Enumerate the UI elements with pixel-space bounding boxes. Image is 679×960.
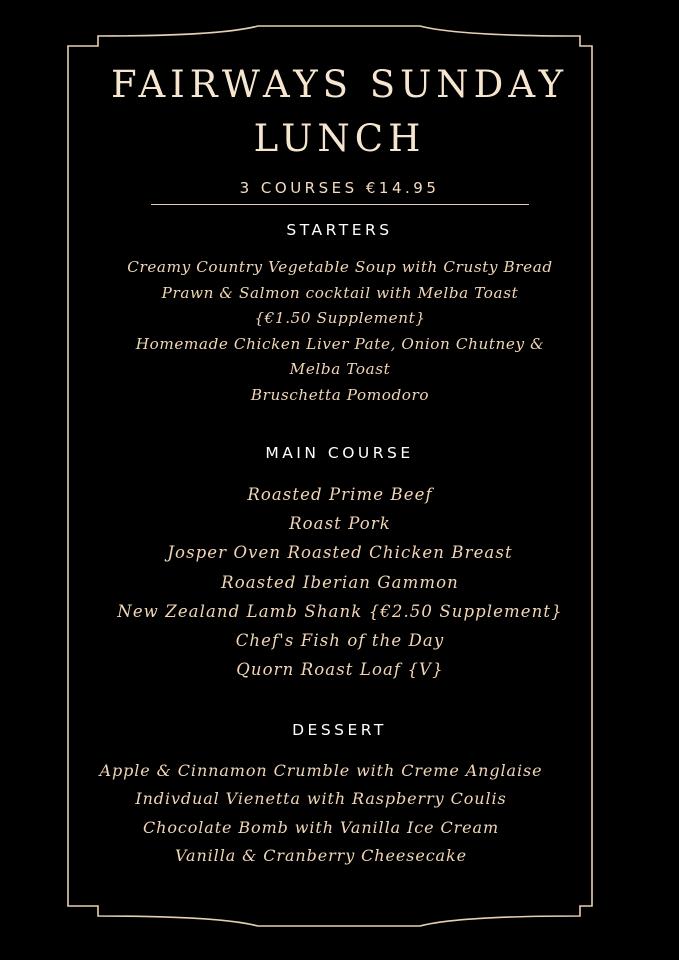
starters-heading: STARTERS — [286, 221, 393, 239]
dessert-list — [0, 757, 642, 871]
main-course-item: Josper Oven Roasted Chicken Breast — [167, 543, 513, 563]
main-course-item: Roasted Iberian Gammon — [221, 572, 459, 592]
main-course-item: Roast Pork — [289, 514, 391, 534]
main-course-item: Chef's Fish of the Day — [235, 631, 445, 651]
main-course-heading: MAIN COURSE — [265, 444, 414, 462]
main-course-item: New Zealand Lamb Shank {€2.50 Supplement} — [117, 601, 563, 621]
menu-title-line2: LUNCH — [253, 117, 426, 160]
main-course-item: Quorn Roast Loaf {V} — [236, 660, 444, 680]
starter-item: Homemade Chicken Liver Pate, Onion Chutney & — [135, 334, 545, 353]
dessert-item: Vanilla & Cranberry Cheesecake — [175, 846, 467, 866]
dessert-item: Chocolate Bomb with Vanilla Ice Cream — [142, 817, 500, 837]
starters-list — [40, 255, 640, 408]
dessert-item: Indivdual Vienetta with Raspberry Coulis — [135, 789, 507, 809]
main-course-item: Roasted Prime Beef — [247, 485, 433, 504]
menu-title-line1: FAIRWAYS SUNDAY — [111, 63, 568, 106]
starter-item: Bruschetta Pomodoro — [250, 385, 430, 404]
divider-line — [151, 204, 529, 205]
main-course-list — [40, 480, 640, 684]
starter-item: {€1.50 Supplement} — [254, 309, 426, 327]
price-subtitle: 3 COURSES €14.95 — [239, 179, 440, 197]
dessert-heading: DESSERT — [292, 721, 387, 739]
starter-item: Prawn & Salmon cocktail with Melba Toast — [161, 283, 519, 302]
starter-item: Melba Toast — [289, 360, 391, 378]
starter-item: Creamy Country Vegetable Soup with Crusty Bread — [127, 258, 553, 276]
dessert-item: Apple & Cinnamon Crumble with Creme Anglaise — [99, 761, 543, 780]
